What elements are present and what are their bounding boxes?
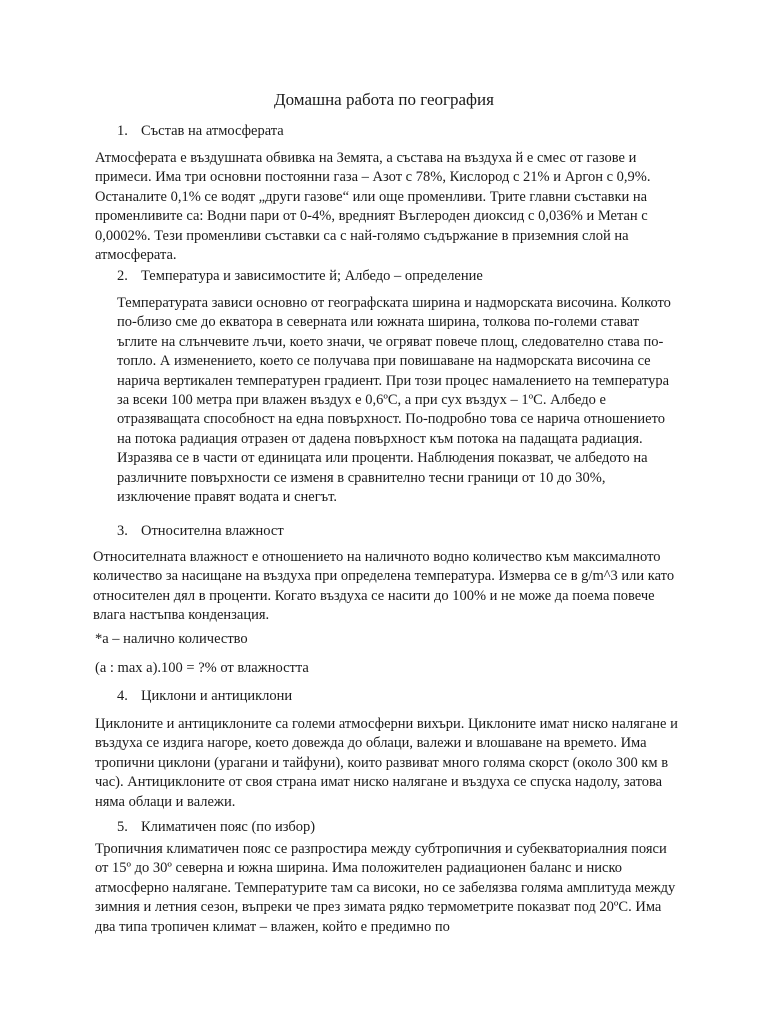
section-4-paragraph: Циклоните и антициклоните са големи атмосферни вихъри. Циклоните имат ниско налягане и въздуха се издига нагоре, което довежда до облаци, валежи и влошаване на времето. Има тропични циклони (урагани и тайфуни), които развиват много голяма скорст (около 300 км в час). Антициклоните от своя страна имат ниско налягане и въздуха се спуска надолу, затова няма облаци и валежи.: [95, 716, 678, 810]
section-4-heading-text: Циклони и антициклони: [141, 688, 293, 704]
section-1-heading-text: Състав на атмосферата: [141, 123, 284, 139]
section-1-heading: [117, 121, 284, 141]
section-3-formula: (a : max a).100 = ?% от влажността: [95, 660, 309, 676]
section-3-heading: [117, 521, 284, 541]
section-2-number: 2.: [117, 268, 128, 284]
section-2-heading: [117, 266, 483, 286]
section-1-number: 1.: [117, 123, 128, 139]
section-1-paragraph: Атмосферата е въздушната обвивка на Земята, а състава на въздуха й е смес от газове и примеси. Има три основни постоянни газа – Азот с 78%, Кислород с 21% и Аргон с 0,9%. Останалите 0,1% се водят „други газове“ или още променливи. Трите главни съставки на променливите са: Водни пари от 0-4%, вредният Въглероден диоксид с 0,036% и Метан с 0,0002%. Тези променливи съставки са с най-голямо съдържание в приземния слой на атмосферата.: [95, 150, 651, 264]
section-3-number: 3.: [117, 523, 128, 539]
section-3-heading-text: Относителна влажност: [141, 523, 284, 539]
section-5-heading: [117, 817, 315, 837]
section-4-number: 4.: [117, 688, 128, 704]
section-4-heading: [117, 686, 292, 706]
section-5-number: 5.: [117, 819, 128, 835]
document-title: Домашна работа по география: [274, 90, 494, 109]
section-5-heading-text: Климатичен пояс (по избор): [141, 819, 316, 835]
section-3-note: *а – налично количество: [95, 631, 248, 647]
section-5-paragraph: Тропичния климатичен пояс се разпростира между субтропичния и субекваториалния пояси от 15º до 30º северна и южна ширина. Има положителен радиационен баланс и ниско атмосферно налягане. Температурите там са високи, но се забелязва голяма амплитуда между зимния и летния сезон, въпреки че през зимата рядко термометрите показват под 20ºC. Има два типа тропичен климат – влажен, който е предимно по: [95, 841, 676, 935]
section-3-paragraph: Относителната влажност е отношението на наличното водно количество към максималното количество за насищане на въздуха при определена температура. Измерва се в g/m^3 или като относителен дял в проценти. Когато въздуха се насити до 100% и не може да поема повече влага настъпва кондензация.: [93, 549, 675, 624]
section-2-heading-text: Температура и зависимостите й; Албедо – определение: [141, 268, 483, 284]
section-2-paragraph: Температурата зависи основно от географската ширина и надморската височина. Колкото по-близо сме до екватора в северната или южната ширина, толкова по-големи стават ъглите на слънчевите лъчи, което значи, че огряват повече площ, следователно става по-топло. А изменението, което се получава при повишаване на надморската височина се нарича вертикален температурен градиент. При този процес намалението на температура за всеки 100 метра при влажен въздух е 0,6ºC, а при сух въздух – 1ºC. Албедо е отразяващата способност на една повърхност. По-подробно това се нарича отношението на потока радиация отразен от дадена повърхност към потока на падащата радиация. Изразява се в части от единицата или проценти. Наблюдения показват, че албедото на различните повърхности се изменя в сравнително тесни граници от 10 до 30%, изключение правят водата и снегът.: [117, 295, 671, 506]
